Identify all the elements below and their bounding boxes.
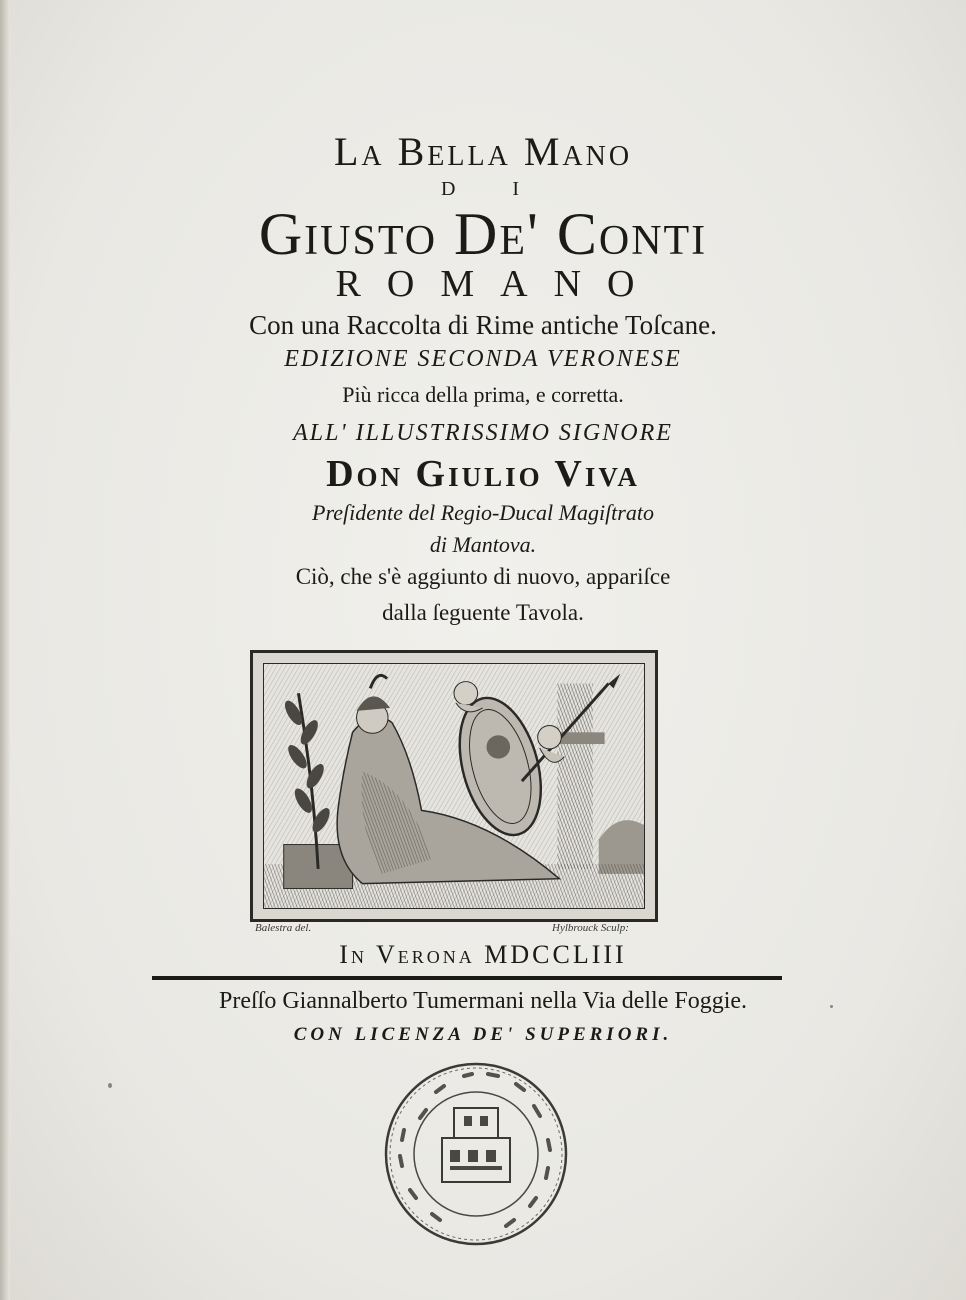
engraved-vignette: [250, 650, 658, 922]
title-line-1: La Bella Mano: [333, 129, 633, 174]
edition: EDIZIONE SECONDA VERONESE: [284, 346, 682, 372]
engraving-caption-designer: Balestra del.: [255, 922, 312, 934]
dedicatee-name: Don Giulio Viva: [326, 453, 640, 495]
subtitle: Con una Raccolta di Rime antiche Toſcane.: [249, 310, 717, 340]
dedicatee-title-2: di Mantova.: [429, 532, 537, 557]
dedication-heading: ALL' ILLUSTRISSIMO SIGNORE: [293, 420, 673, 446]
foxing-spot: [108, 1083, 112, 1088]
imprint-rule: [152, 976, 782, 980]
foxing-spot: [830, 1005, 833, 1008]
vignette-illustration: [264, 664, 644, 908]
edition-note: Più ricca della prima, e corretta.: [342, 382, 624, 407]
imprint-license: CON LICENZA DE' SUPERIORI.: [293, 1024, 673, 1045]
author-origin: ROMANO: [335, 263, 661, 305]
library-stamp-seal: [380, 1058, 572, 1250]
contents-note-1: Ciò, che s'è aggiunto di nuovo, appariſce: [295, 564, 671, 589]
imprint-printer: Preſſo Giannalberto Tumermani nella Via delle Foggie.: [218, 988, 748, 1014]
title-line-2: D I: [440, 178, 546, 200]
library-stamp: [380, 1058, 572, 1250]
engraving-caption-engraver: Hylbrouck Sculp:: [552, 922, 629, 934]
imprint-place-date: In Verona MDCCLIII: [339, 940, 627, 969]
contents-note-2: dalla ſeguente Tavola.: [382, 600, 584, 625]
dedicatee-title-1: Preſidente del Regio-Ducal Magiſtrato: [312, 500, 654, 525]
author-name: Giusto De' Conti: [258, 201, 708, 267]
